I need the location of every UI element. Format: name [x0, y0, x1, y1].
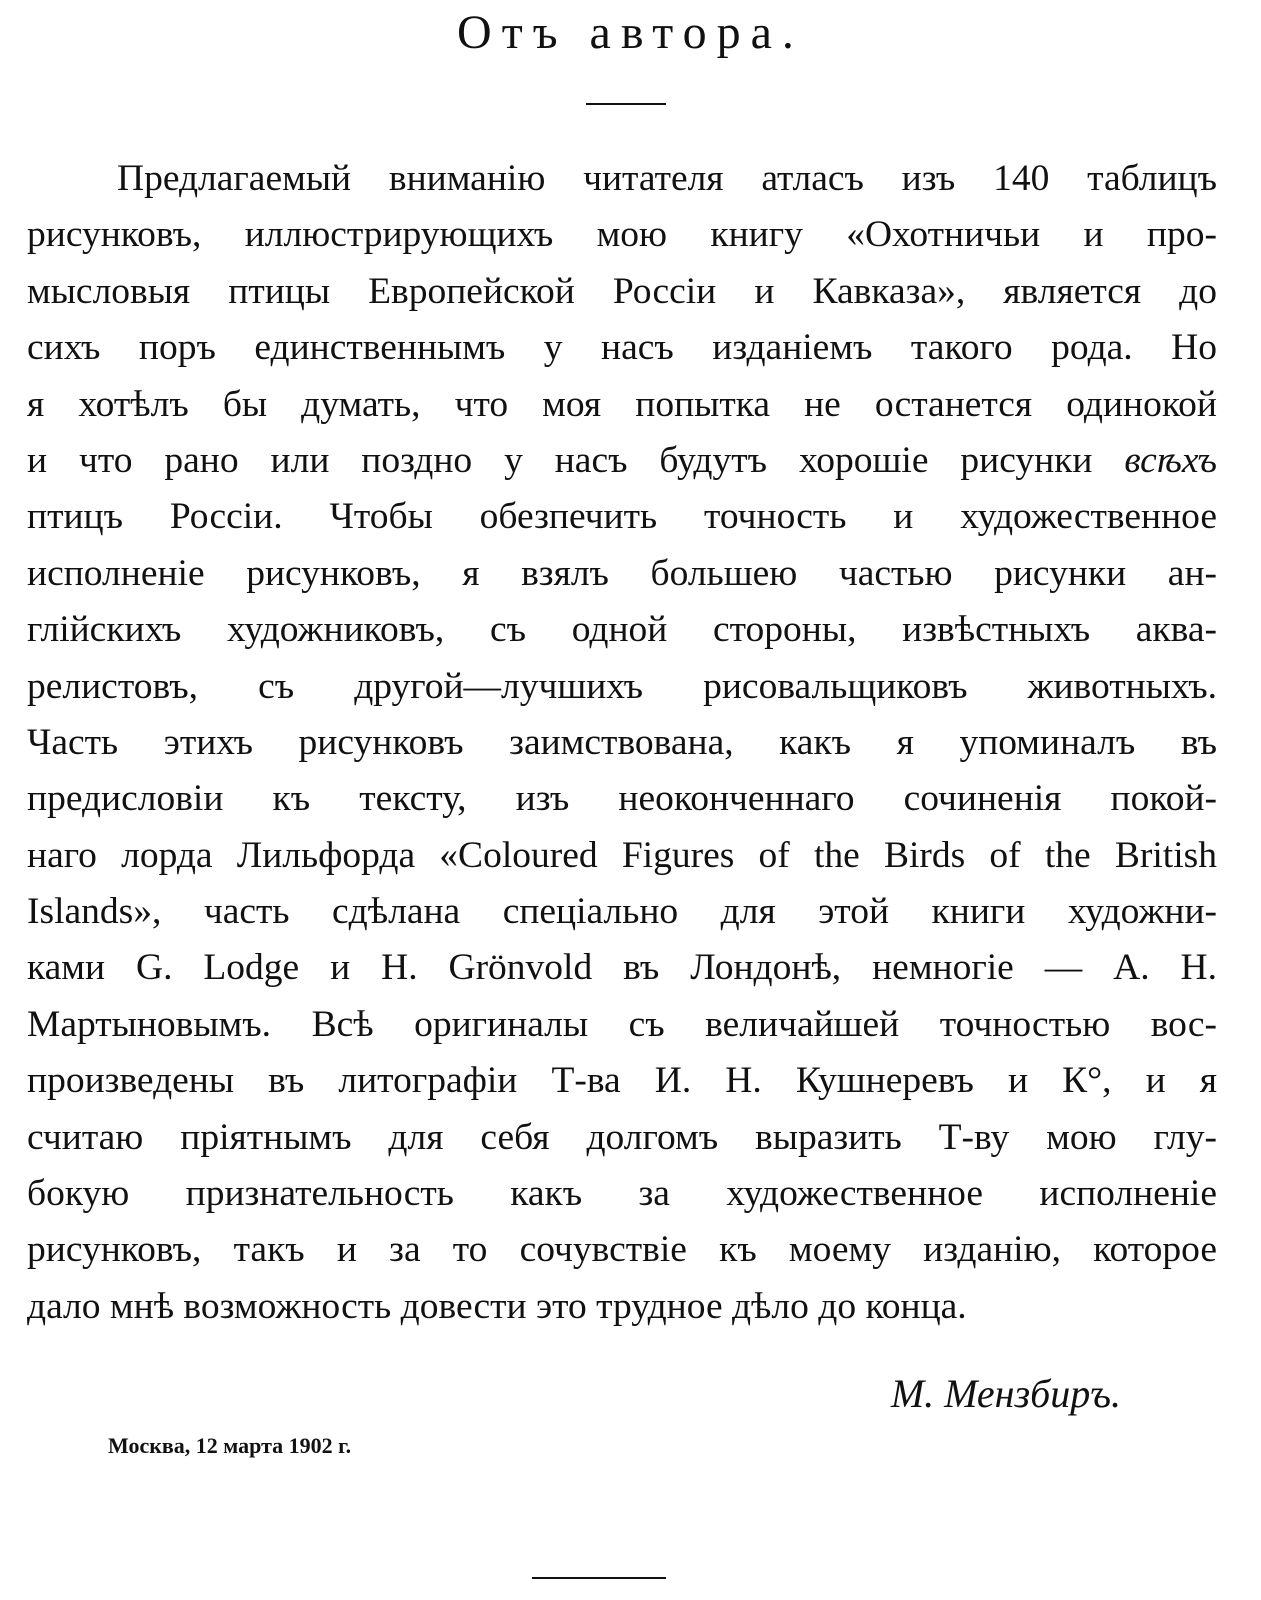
text-line: Мартыновымъ. Всѣ оригиналы съ величайшей точностью вос- [27, 1003, 1217, 1045]
text-line-segment: и что рано или поздно у насъ будутъ хорошіе рисунки [27, 439, 1093, 481]
preface-text [27, 151, 1217, 1335]
text-line: релистовъ, съ другой—лучшихъ рисовальщиковъ животныхъ. [27, 665, 1217, 707]
text-line: рисунковъ, такъ и за то сочувствіе къ моему изданію, которое [27, 1229, 1217, 1271]
emphasized-word: всѣхъ [1124, 439, 1218, 481]
author-signature: М. Мензбиръ. [890, 1371, 1121, 1416]
text-line: предисловіи къ тексту, изъ неоконченнаго сочиненія покой- [27, 778, 1217, 820]
text-line: мысловыя птицы Европейской Россіи и Кавказа», является до [27, 270, 1217, 312]
text-line: Предлагаемый вниманію читателя атласъ изъ 140 таблицъ [117, 158, 1217, 199]
title-divider [586, 103, 666, 105]
text-line: наго лорда Лильфорда «Coloured Figures of the Birds of the British [27, 834, 1217, 876]
place-date: Москва, 12 марта 1902 г. [108, 1433, 352, 1458]
text-line: Часть этихъ рисунковъ заимствована, какъ я упоминалъ въ [27, 721, 1217, 763]
text-line: сихъ поръ единственнымъ у насъ изданіемъ такого рода. Но [27, 327, 1217, 369]
text-line: произведены въ литографіи Т-ва И. Н. Кушнеревъ и К°, и я [27, 1060, 1217, 1102]
text-line: Islands», часть сдѣлана спеціально для этой книги художни- [27, 891, 1217, 933]
text-line [27, 433, 1217, 489]
page-title: Отъ автора. [457, 6, 804, 59]
text-line: птицъ Россіи. Чтобы обезпечить точность и художественное [27, 496, 1217, 538]
text-line: бокую признательность какъ за художественное исполненіе [27, 1173, 1217, 1215]
text-line: дало мнѣ возможность довести это трудное дѣло до конца. [27, 1285, 967, 1327]
closing-divider [532, 1577, 666, 1579]
text-line: ками G. Lodge и H. Grönvold въ Лондонѣ, немногіе — А. Н. [27, 947, 1217, 989]
text-line: исполненіе рисунковъ, я взялъ большею частью рисунки ан- [27, 552, 1217, 594]
text-line: считаю пріятнымъ для себя долгомъ выразить Т-ву мою глу- [27, 1116, 1217, 1158]
text-line: глійскихъ художниковъ, съ одной стороны, извѣстныхъ аква- [27, 609, 1217, 651]
text-line: я хотѣлъ бы думать, что моя попытка не останется одинокой [27, 383, 1217, 425]
text-line: рисунковъ, иллюстрирующихъ мою книгу «Охотничьи и про- [27, 214, 1217, 256]
